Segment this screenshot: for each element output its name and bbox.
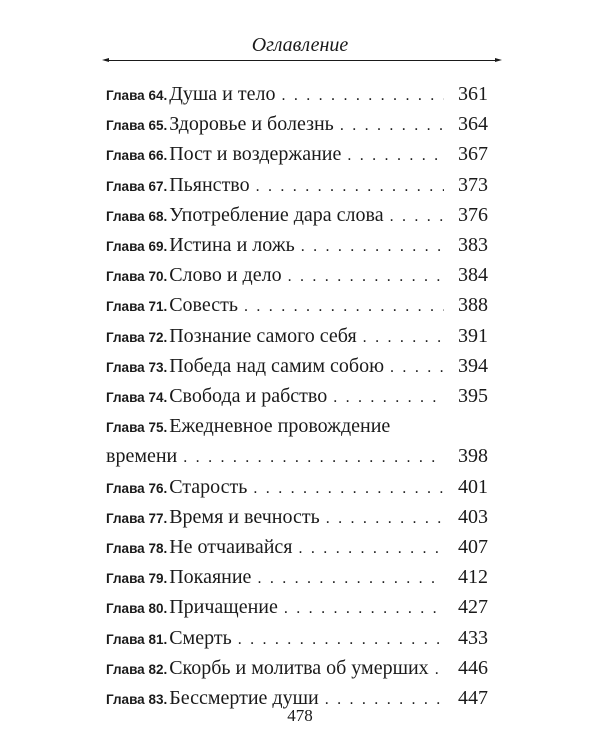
folio-page-number: 478 [287, 706, 313, 725]
toc-entry-72 [106, 322, 488, 352]
leader-dots [238, 625, 444, 654]
chapter-title: Свобода и рабство [169, 385, 328, 408]
leader-dots [301, 232, 444, 261]
leader-dots [281, 81, 444, 110]
page-number: 398 [458, 445, 488, 468]
leader-dots [435, 655, 444, 684]
chapter-label: Глава 78. [106, 541, 168, 557]
chapter-title: Победа над самим собою [169, 354, 385, 377]
leader-dots [363, 323, 444, 352]
chapter-title: Слово и дело [169, 264, 282, 287]
leader-dots [253, 474, 444, 503]
chapter-title: Время и вечность [169, 505, 320, 528]
chapter-label: Глава 79. [106, 571, 168, 587]
chapter-label: Глава 80. [106, 601, 168, 617]
toc-entry-75 [106, 412, 488, 472]
chapter-label: Глава 75. [106, 420, 168, 436]
toc-entry-80 [106, 593, 488, 623]
leader-dots [288, 262, 444, 291]
chapter-title: Покаяние [169, 566, 252, 589]
toc-entry-65 [106, 110, 488, 140]
leader-dots [340, 111, 444, 140]
chapter-title-continuation: времени [106, 445, 178, 468]
leader-dots [257, 564, 444, 593]
chapter-title: Старость [169, 475, 248, 498]
toc-entry-67 [106, 171, 488, 201]
page-number: 388 [458, 294, 488, 317]
page-number: 391 [458, 324, 488, 347]
chapter-title: Смерть [169, 626, 232, 649]
page-number: 367 [458, 143, 488, 166]
chapter-title: Не отчаивайся [169, 536, 293, 559]
toc-entry-71 [106, 291, 488, 321]
toc-entry-82 [106, 654, 488, 684]
page-number: 433 [458, 626, 488, 649]
chapter-title: Истина и ложь [169, 234, 295, 257]
toc-entry-66 [106, 140, 488, 170]
page-number: 407 [458, 536, 488, 559]
chapter-title: Пост и воздержание [169, 143, 342, 166]
leader-dots [256, 172, 444, 201]
running-header: Оглавление [251, 34, 349, 56]
chapter-label: Глава 72. [106, 329, 168, 345]
toc-entry-68 [106, 201, 488, 231]
page-number: 361 [458, 83, 488, 105]
leader-dots [244, 292, 444, 321]
toc-entry-77 [106, 503, 488, 533]
chapter-label: Глава 67. [106, 178, 168, 194]
page-number: 384 [458, 264, 488, 287]
table-of-contents [106, 80, 488, 714]
toc-entry-69 [106, 231, 488, 261]
chapter-label: Глава 66. [106, 148, 168, 164]
chapter-title: Пьянство [169, 173, 250, 196]
chapter-label: Глава 74. [106, 390, 168, 406]
chapter-label: Глава 64. [106, 88, 168, 103]
chapter-label: Глава 76. [106, 480, 168, 496]
leader-dots [183, 443, 444, 472]
chapter-label: Глава 77. [106, 510, 168, 526]
leader-dots [326, 504, 444, 533]
chapter-label: Глава 70. [106, 269, 168, 285]
chapter-label: Глава 71. [106, 299, 168, 315]
chapter-title: Бессмертие души [169, 687, 319, 710]
chapter-title: Совесть [169, 294, 238, 317]
toc-entry-70 [106, 261, 488, 291]
page-number: 412 [458, 566, 488, 589]
leader-dots [333, 383, 444, 412]
chapter-title: Ежедневное провождение [169, 415, 391, 438]
chapter-label: Глава 68. [106, 208, 168, 224]
chapter-title: Причащение [169, 596, 278, 619]
chapter-title: Употребление дара слова [169, 203, 384, 226]
chapter-label: Глава 65. [106, 118, 168, 134]
page-number: 376 [458, 203, 488, 226]
chapter-title: Душа и тело [169, 83, 276, 105]
chapter-label: Глава 83. [106, 692, 168, 708]
page-number: 403 [458, 505, 488, 528]
toc-entry-64 [106, 80, 488, 110]
toc-entry-74 [106, 382, 488, 412]
chapter-title: Познание самого себя [169, 324, 357, 347]
toc-entry-79 [106, 563, 488, 593]
page-number: 373 [458, 173, 488, 196]
page-number: 395 [458, 385, 488, 408]
chapter-label: Глава 69. [106, 239, 168, 255]
header-rule [108, 60, 496, 61]
page-number: 427 [458, 596, 488, 619]
chapter-label: Глава 81. [106, 631, 168, 647]
page-number: 394 [458, 354, 488, 377]
page-number: 447 [458, 687, 488, 710]
page-number: 446 [458, 656, 488, 679]
leader-dots [299, 534, 445, 563]
leader-dots [284, 594, 444, 623]
chapter-title: Здоровье и болезнь [169, 113, 334, 136]
page-number: 383 [458, 234, 488, 257]
toc-entry-81 [106, 624, 488, 654]
toc-entry-78 [106, 533, 488, 563]
leader-dots [347, 141, 444, 170]
leader-dots [390, 202, 444, 231]
toc-entry-76 [106, 473, 488, 503]
leader-dots [390, 353, 444, 382]
chapter-title: Скорбь и молитва об умерших [169, 656, 429, 679]
chapter-label: Глава 73. [106, 359, 168, 375]
page-number: 401 [458, 475, 488, 498]
toc-entry-73 [106, 352, 488, 382]
page-number: 364 [458, 113, 488, 136]
chapter-label: Глава 82. [106, 661, 168, 677]
